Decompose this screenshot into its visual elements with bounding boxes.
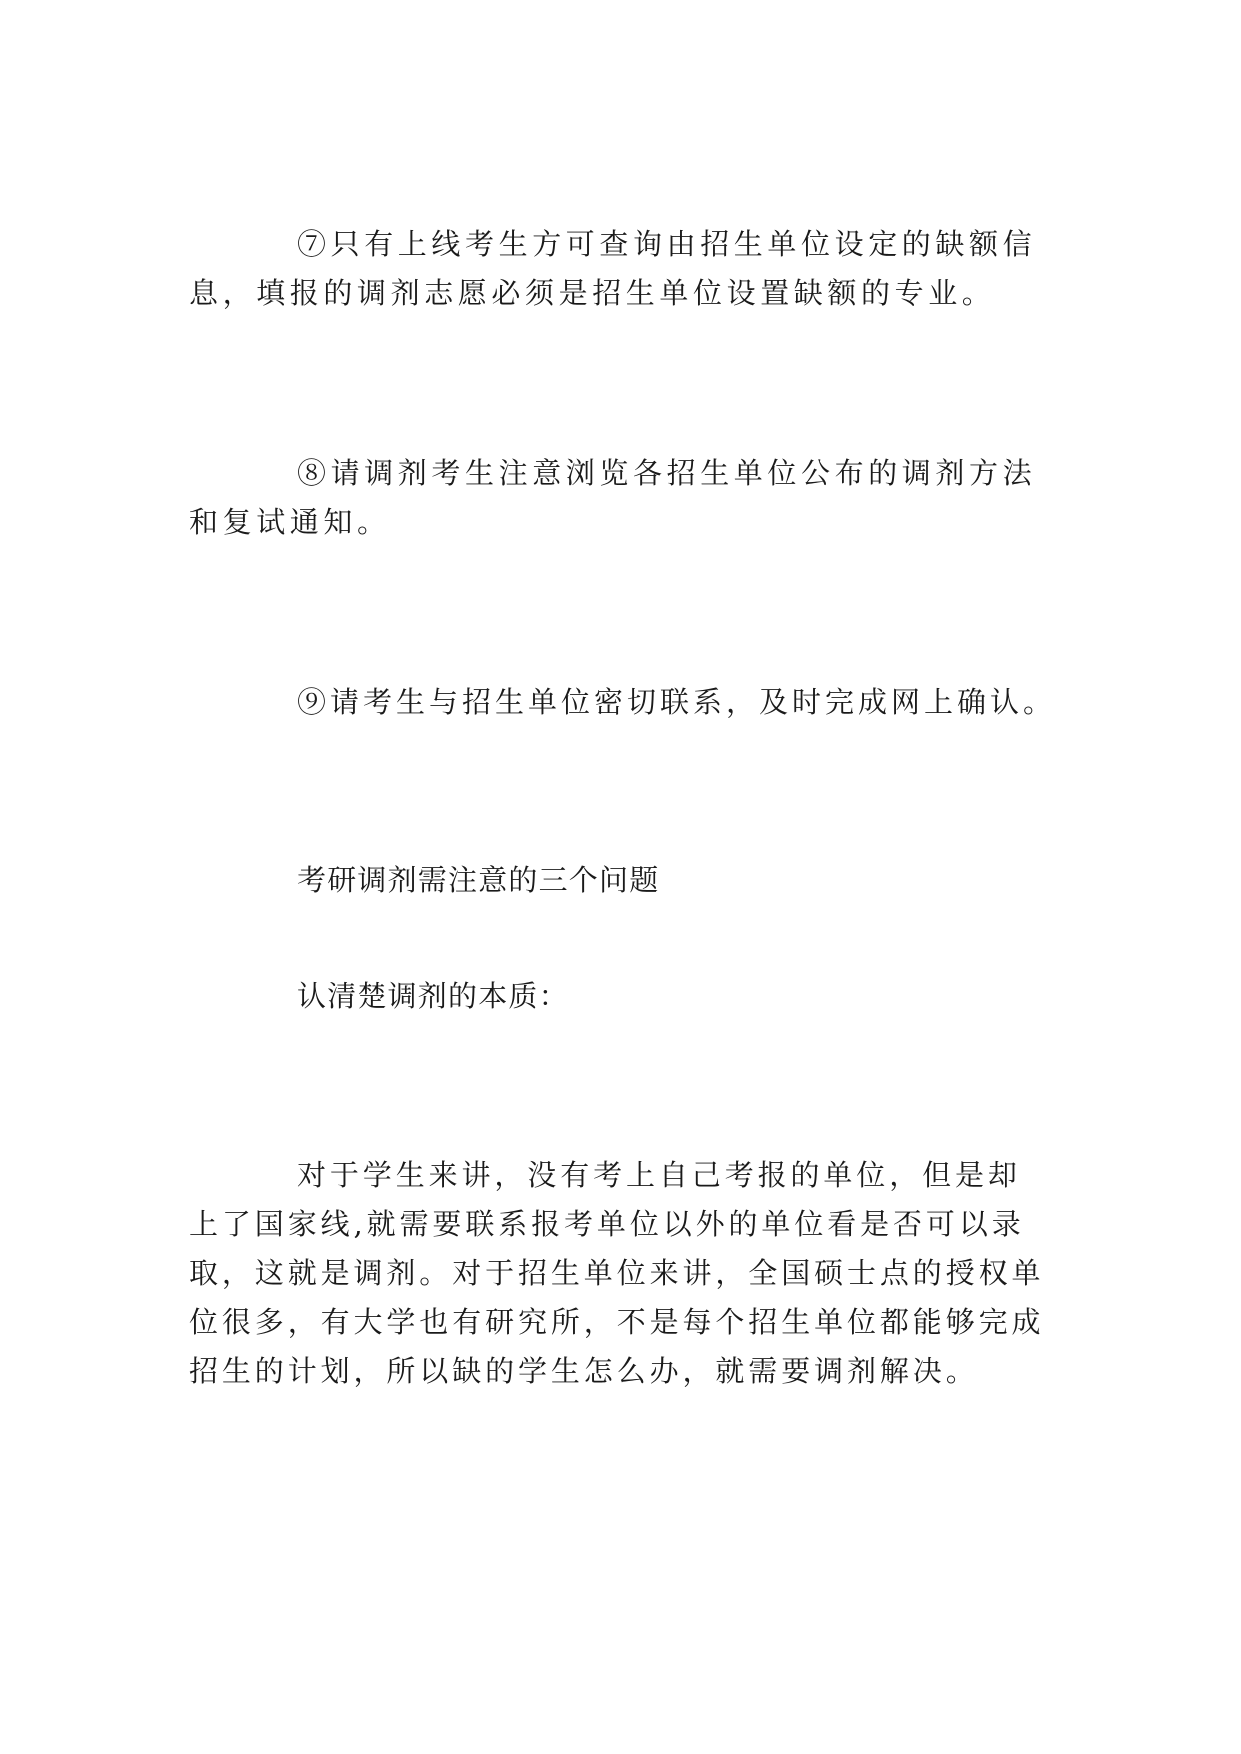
subheading: 认清楚调剂的本质： bbox=[297, 979, 569, 1013]
section-heading: 考研调剂需注意的三个问题 bbox=[297, 863, 660, 897]
paragraph-item-9: ⑨请考生与招生单位密切联系，及时完成网上确认。 bbox=[297, 685, 1057, 719]
body-paragraph: 对于学生来讲，没有考上自己考报的单位，但是却上了国家线,就需要联系报考单位以外的单位看是否可以录取，这就是调剂。对于招生单位来讲，全国硕士点的授权单位很多，有大学也有研究所，不是每个招生单位都能够完成招生的计划，所以缺的学生怎么办，就需要调剂解决。 bbox=[189, 1158, 1045, 1388]
paragraph-item-8: ⑧请调剂考生注意浏览各招生单位公布的调剂方法和复试通知。 bbox=[189, 456, 1037, 539]
paragraph-item-7: ⑦只有上线考生方可查询由招生单位设定的缺额信息，填报的调剂志愿必须是招生单位设置缺额的专业。 bbox=[189, 227, 1037, 310]
